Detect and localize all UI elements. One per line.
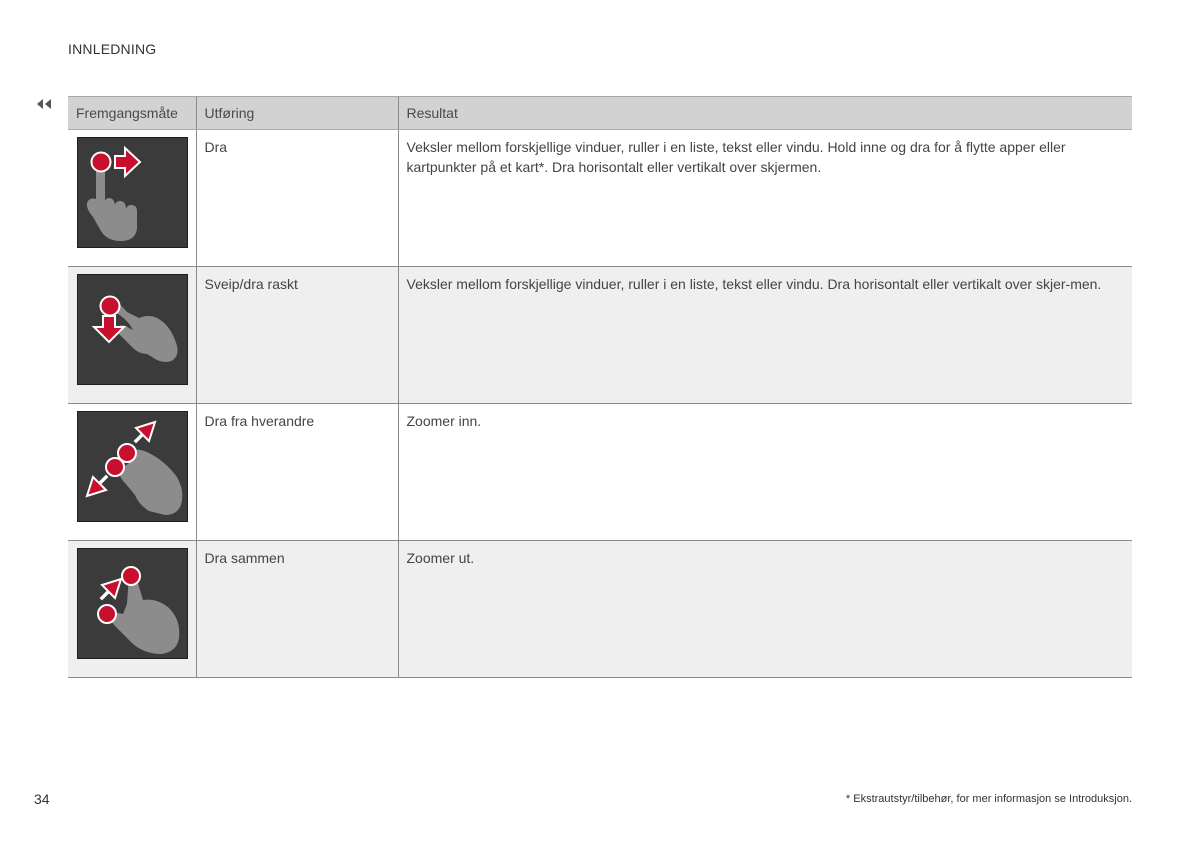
table-row [68,404,1132,541]
table-row [68,130,1132,267]
column-header-result: Resultat [398,97,1132,130]
section-title: INNLEDNING [68,41,157,57]
gesture-result-text: Veksler mellom forskjellige vinduer, ruller i en liste, tekst eller vindu. Dra horisontalt eller vertikalt over skjer-men. [406,276,1102,292]
column-header-method: Fremgangsmåte [68,97,196,130]
double-chevron-left-icon[interactable] [36,99,52,109]
table-header-row [68,97,1132,130]
gesture-action-label: Dra [204,139,228,155]
spread-gesture-icon [77,411,188,522]
table-row [68,267,1132,404]
footnote: * Ekstrautstyr/tilbehør, for mer informasjon se Introduksjon. [845,793,1132,805]
page-number: 34 [34,791,50,807]
gesture-action-label: Dra fra hverandre [204,413,315,429]
gesture-result-text: Veksler mellom forskjellige vinduer, ruller i en liste, tekst eller vindu. Hold inne og dra for å flytte apper eller kartpunkter på et kart*. Dra horisontalt eller vertikalt over skjermen. [406,139,1066,175]
table-row [68,541,1132,678]
swipe-gesture-icon [77,274,188,385]
gesture-table [68,96,1132,678]
gesture-result-text: Zoomer inn. [406,413,482,429]
column-header-execution: Utføring [196,97,398,130]
drag-gesture-icon [77,137,188,248]
pinch-gesture-icon [77,548,188,659]
gesture-result-text: Zoomer ut. [406,550,475,566]
gesture-action-label: Sveip/dra raskt [204,276,298,292]
gesture-action-label: Dra sammen [204,550,285,566]
